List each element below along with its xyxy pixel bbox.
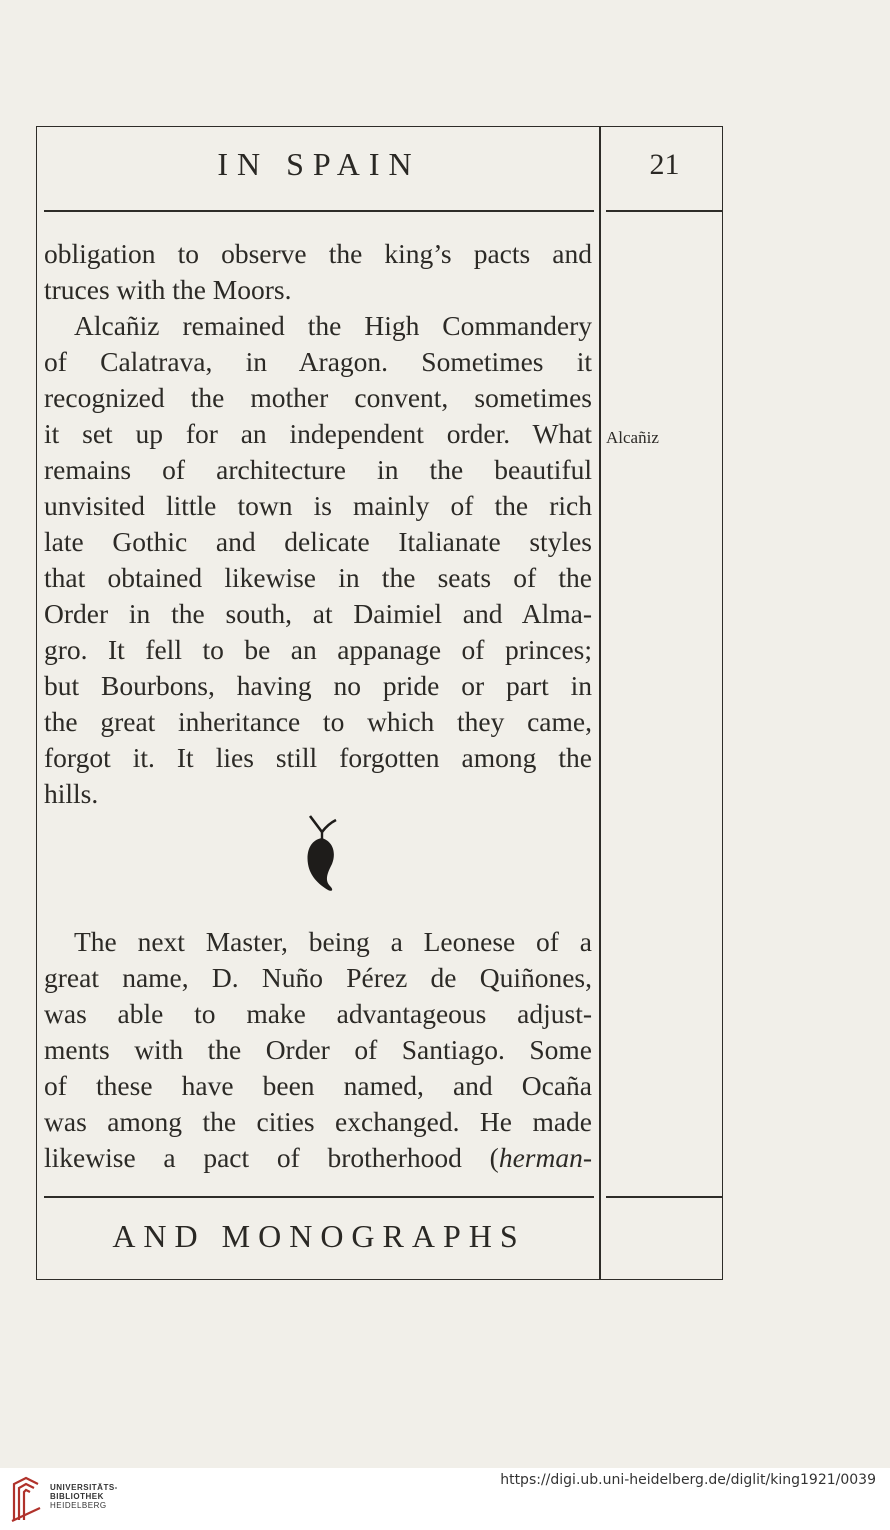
text-line: hills. (44, 778, 99, 809)
header-rule-margin (606, 210, 723, 212)
text-line: truces with the Moors. (44, 274, 292, 305)
text-line: that obtained likewise in the seats of the (44, 562, 592, 593)
text-line: ments with the Order of Santiago. Some (44, 1034, 592, 1065)
text-line: was among the cities exchanged. He made (44, 1106, 592, 1137)
body-text (44, 236, 592, 812)
running-head: IN SPAIN (217, 146, 421, 182)
source-url-link[interactable]: https://digi.ub.uni-heidelberg.de/diglit/king1921/0039 (500, 1472, 876, 1488)
margin-note: Alcañiz (606, 428, 659, 447)
text-line: of these have been named, and Ocaña (44, 1070, 592, 1101)
text-line: was able to make advantageous adjust- (44, 998, 592, 1029)
text-line: obligation to observe the king’s pacts and (44, 238, 592, 269)
library-logo-icon (10, 1474, 42, 1524)
column-divider (599, 126, 601, 1280)
pomegranate-fleuron-icon (302, 812, 342, 896)
text-line: but Bourbons, having no pride or part in (44, 670, 592, 701)
text-line: great name, D. Nuño Pérez de Quiñones, (44, 962, 592, 993)
library-name-line: UNIVERSITÄTS- (50, 1483, 118, 1492)
footer-rule-margin (606, 1196, 723, 1198)
text-line: the great inheritance to which they came, (44, 706, 592, 737)
text-fragment: likewise a pact of brotherhood ( (44, 1142, 499, 1173)
library-name (50, 1483, 118, 1510)
body-text-second (44, 924, 592, 1176)
text-line: of Calatrava, in Aragon. Sometimes it (44, 346, 592, 377)
text-line: gro. It fell to be an appanage of princes; (44, 634, 592, 665)
page-number: 21 (649, 148, 680, 181)
library-name-line: HEIDELBERG (50, 1501, 107, 1510)
text-line: The next Master, being a Leonese of a (74, 926, 592, 957)
text-line: late Gothic and delicate Italianate styles (44, 526, 592, 557)
text-line: Order in the south, at Daimiel and Alma- (44, 598, 592, 629)
footer-rule (44, 1196, 594, 1198)
text-line: Alcañiz remained the High Commandery (74, 310, 592, 341)
running-foot: AND MONOGRAPHS (112, 1218, 526, 1254)
header-rule (44, 210, 594, 212)
library-name-line: BIBLIOTHEK (50, 1492, 104, 1501)
italic-fragment: herman- (498, 1142, 592, 1173)
text-line: forgot it. It lies still forgotten among the (44, 742, 592, 773)
text-line: recognized the mother convent, sometimes (44, 382, 592, 413)
text-line: it set up for an independent order. What (44, 418, 592, 449)
text-line: unvisited little town is mainly of the rich (44, 490, 592, 521)
text-line (44, 1140, 592, 1176)
text-line: remains of architecture in the beautiful (44, 454, 592, 485)
